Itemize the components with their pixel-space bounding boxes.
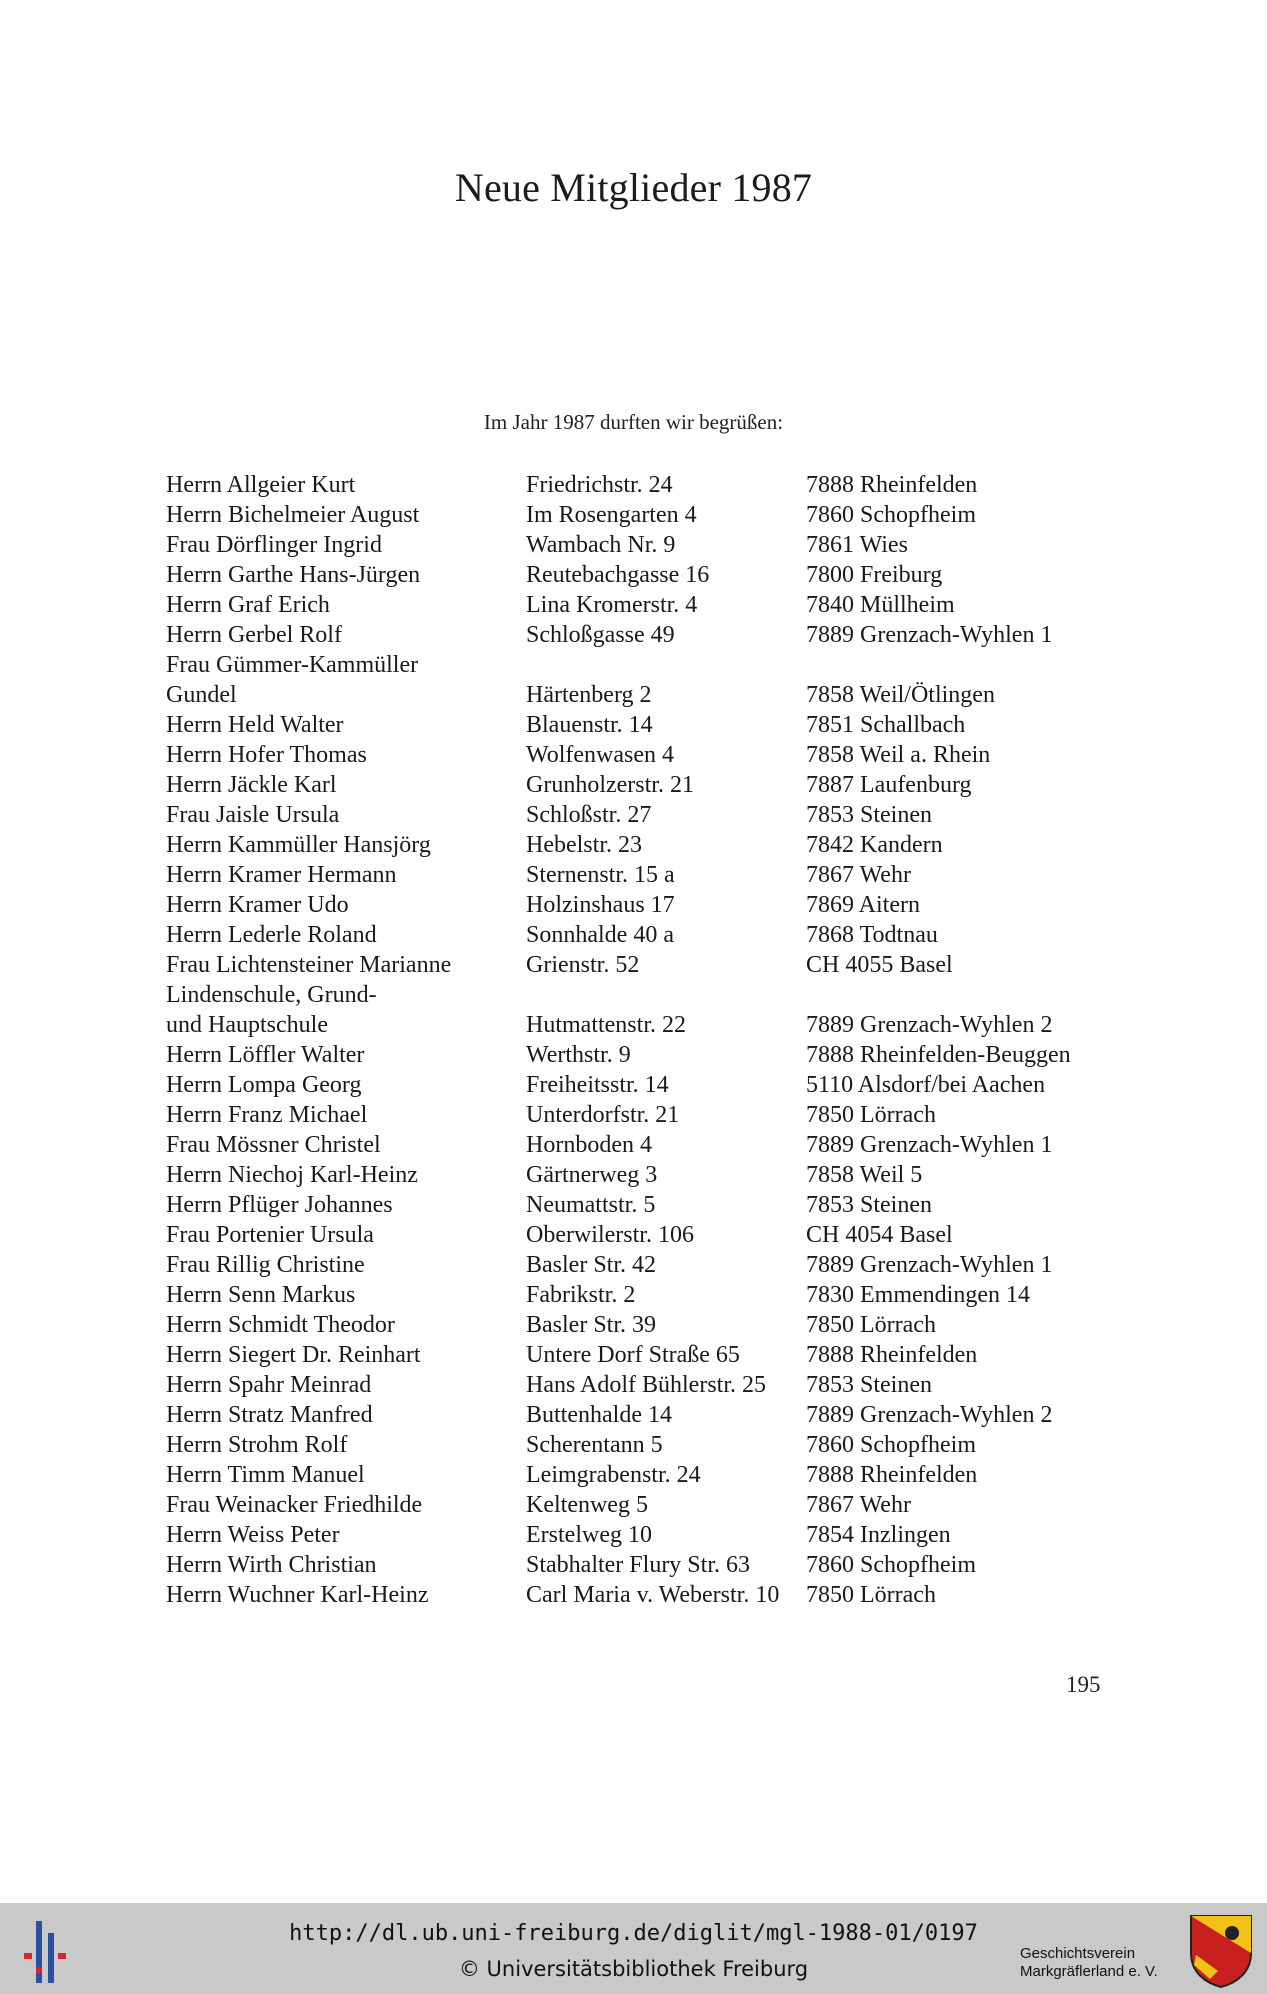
member-city: 7888 Rheinfelden — [806, 1462, 978, 1488]
member-row — [166, 1490, 1126, 1520]
member-row — [166, 800, 1126, 830]
member-row — [166, 710, 1126, 740]
member-row — [166, 740, 1126, 770]
member-row — [166, 1580, 1126, 1610]
member-street: Buttenhalde 14 — [526, 1402, 672, 1428]
member-name: Gundel — [166, 682, 237, 708]
member-street: Härtenberg 2 — [526, 682, 652, 708]
member-row — [166, 770, 1126, 800]
member-city: 7853 Steinen — [806, 802, 932, 828]
member-street: Grienstr. 52 — [526, 952, 640, 978]
coat-of-arms-icon — [1188, 1913, 1254, 1989]
member-street: Schloßstr. 27 — [526, 802, 652, 828]
member-row — [166, 920, 1126, 950]
member-street: Freiheitsstr. 14 — [526, 1072, 669, 1098]
member-street: Wolfenwasen 4 — [526, 742, 675, 768]
member-street: Lina Kromerstr. 4 — [526, 592, 698, 618]
member-name: Herrn Strohm Rolf — [166, 1432, 348, 1458]
member-row — [166, 530, 1126, 560]
member-row — [166, 1460, 1126, 1490]
member-street: Grunholzerstr. 21 — [526, 772, 694, 798]
member-city: 7860 Schopfheim — [806, 1552, 976, 1578]
member-street: Untere Dorf Straße 65 — [526, 1342, 740, 1368]
member-street: Schloßgasse 49 — [526, 622, 675, 648]
member-street: Basler Str. 42 — [526, 1252, 656, 1278]
member-name: Herrn Lederle Roland — [166, 922, 377, 948]
member-street: Reutebachgasse 16 — [526, 562, 710, 588]
member-row — [166, 1370, 1126, 1400]
member-city: 7889 Grenzach-Wyhlen 2 — [806, 1012, 1053, 1038]
member-name: Herrn Senn Markus — [166, 1282, 356, 1308]
member-street: Hutmattenstr. 22 — [526, 1012, 686, 1038]
member-name: Herrn Wirth Christian — [166, 1552, 377, 1578]
member-name: Herrn Siegert Dr. Reinhart — [166, 1342, 421, 1368]
member-name: Frau Portenier Ursula — [166, 1222, 374, 1248]
page-number: 195 — [1066, 1672, 1101, 1697]
member-row — [166, 620, 1126, 650]
member-city: 7842 Kandern — [806, 832, 943, 858]
member-row — [166, 1130, 1126, 1160]
member-city: 7850 Lörrach — [806, 1312, 936, 1338]
member-row — [166, 1250, 1126, 1280]
member-city: 7889 Grenzach-Wyhlen 1 — [806, 1132, 1053, 1158]
member-street: Erstelweg 10 — [526, 1522, 652, 1548]
intro-text: Im Jahr 1987 durften wir begrüßen: — [483, 410, 784, 434]
member-row — [166, 1070, 1126, 1100]
member-name: Herrn Bichelmeier August — [166, 502, 420, 528]
member-name: Herrn Franz Michael — [166, 1102, 368, 1128]
member-row — [166, 500, 1126, 530]
member-city: CH 4055 Basel — [806, 952, 953, 978]
member-row — [166, 1160, 1126, 1190]
member-city: 7850 Lörrach — [806, 1102, 936, 1128]
member-city: 7858 Weil 5 — [806, 1162, 923, 1188]
member-row — [166, 1280, 1126, 1310]
member-city: 7867 Wehr — [806, 862, 911, 888]
member-name: Herrn Timm Manuel — [166, 1462, 365, 1488]
member-row — [166, 590, 1126, 620]
member-city: CH 4054 Basel — [806, 1222, 953, 1248]
member-name: Lindenschule, Grund- — [166, 982, 377, 1008]
member-street: Leimgrabenstr. 24 — [526, 1462, 701, 1488]
member-name: Frau Gümmer-Kammüller — [166, 652, 419, 678]
member-street: Blauenstr. 14 — [526, 712, 653, 738]
member-name: Herrn Jäckle Karl — [166, 772, 337, 798]
member-row — [166, 980, 1126, 1010]
org-name-line1: Geschichtsverein — [1020, 1945, 1136, 1962]
member-city: 7889 Grenzach-Wyhlen 1 — [806, 1252, 1053, 1278]
member-name: Herrn Wuchner Karl-Heinz — [166, 1582, 429, 1608]
member-row — [166, 1400, 1126, 1430]
member-street: Neumattstr. 5 — [526, 1192, 656, 1218]
member-row — [166, 560, 1126, 590]
member-name: Frau Jaisle Ursula — [166, 802, 340, 828]
member-city: 7867 Wehr — [806, 1492, 911, 1518]
member-city: 7851 Schallbach — [806, 712, 966, 738]
member-name: Herrn Allgeier Kurt — [166, 472, 356, 498]
member-city: 7889 Grenzach-Wyhlen 2 — [806, 1402, 1053, 1428]
member-street: Im Rosengarten 4 — [526, 502, 697, 528]
member-city: 7888 Rheinfelden-Beuggen — [806, 1042, 1071, 1068]
member-row — [166, 860, 1126, 890]
member-name: Herrn Pflüger Johannes — [166, 1192, 393, 1218]
member-street: Wambach Nr. 9 — [526, 532, 676, 558]
member-row — [166, 890, 1126, 920]
member-name: Herrn Kramer Hermann — [166, 862, 397, 888]
member-name: Frau Weinacker Friedhilde — [166, 1492, 423, 1518]
member-city: 7888 Rheinfelden — [806, 472, 978, 498]
member-name: Herrn Held Walter — [166, 712, 344, 738]
member-city: 7889 Grenzach-Wyhlen 1 — [806, 622, 1053, 648]
member-street: Carl Maria v. Weberstr. 10 — [526, 1582, 780, 1608]
member-row — [166, 470, 1126, 500]
member-row — [166, 830, 1126, 860]
member-city: 7853 Steinen — [806, 1372, 932, 1398]
member-row — [166, 1430, 1126, 1460]
member-row — [166, 1010, 1126, 1040]
member-name: Herrn Garthe Hans-Jürgen — [166, 562, 421, 588]
member-street: Oberwilerstr. 106 — [526, 1222, 694, 1248]
member-row — [166, 1310, 1126, 1340]
member-street: Sonnhalde 40 a — [526, 922, 674, 948]
member-city: 7861 Wies — [806, 532, 908, 558]
member-row — [166, 680, 1126, 710]
member-city: 7869 Aitern — [806, 892, 920, 918]
member-street: Unterdorfstr. 21 — [526, 1102, 680, 1128]
member-row — [166, 1040, 1126, 1070]
member-street: Sternenstr. 15 a — [526, 862, 675, 888]
org-name — [1020, 1945, 1158, 1981]
member-name: und Hauptschule — [166, 1012, 328, 1038]
member-city: 7860 Schopfheim — [806, 1432, 976, 1458]
member-city: 7853 Steinen — [806, 1192, 932, 1218]
member-street: Werthstr. 9 — [526, 1042, 631, 1068]
member-name: Frau Rillig Christine — [166, 1252, 365, 1278]
member-street: Hebelstr. 23 — [526, 832, 642, 858]
member-street: Hans Adolf Bühlerstr. 25 — [526, 1372, 766, 1398]
member-name: Herrn Hofer Thomas — [166, 742, 367, 768]
member-row — [166, 1100, 1126, 1130]
member-city: 5110 Alsdorf/bei Aachen — [806, 1072, 1046, 1098]
member-name: Frau Mössner Christel — [166, 1132, 381, 1158]
member-street: Basler Str. 39 — [526, 1312, 656, 1338]
member-city: 7854 Inzlingen — [806, 1522, 951, 1548]
member-name: Herrn Kammüller Hansjörg — [166, 832, 431, 858]
member-name: Herrn Graf Erich — [166, 592, 330, 618]
document-url-link[interactable]: http://dl.ub.uni-freiburg.de/diglit/mgl-1988-01/0197 — [289, 1921, 978, 1946]
member-row — [166, 1190, 1126, 1220]
member-row — [166, 1220, 1126, 1250]
member-row — [166, 950, 1126, 980]
member-city: 7830 Emmendingen 14 — [806, 1282, 1030, 1308]
page-title: Neue Mitglieder 1987 — [454, 165, 813, 210]
member-name: Herrn Spahr Meinrad — [166, 1372, 372, 1398]
member-name: Herrn Niechoj Karl-Heinz — [166, 1162, 418, 1188]
member-name: Herrn Schmidt Theodor — [166, 1312, 395, 1338]
member-city: 7850 Lörrach — [806, 1582, 936, 1608]
member-row — [166, 1520, 1126, 1550]
member-street: Fabrikstr. 2 — [526, 1282, 636, 1308]
member-city: 7800 Freiburg — [806, 562, 943, 588]
member-city: 7860 Schopfheim — [806, 502, 976, 528]
member-name: Herrn Stratz Manfred — [166, 1402, 373, 1428]
copyright-text: © Universitätsbibliothek Freiburg — [458, 1957, 809, 1981]
member-name: Herrn Löffler Walter — [166, 1042, 365, 1068]
member-street: Gärtnerweg 3 — [526, 1162, 658, 1188]
org-name-line2: Markgräflerland e. V. — [1020, 1963, 1158, 1980]
member-name: Herrn Kramer Udo — [166, 892, 349, 918]
member-name: Frau Lichtensteiner Marianne — [166, 952, 452, 978]
member-city: 7868 Todtnau — [806, 922, 938, 948]
member-city: 7858 Weil/Ötlingen — [806, 682, 995, 708]
member-street: Friedrichstr. 24 — [526, 472, 673, 498]
member-row — [166, 1550, 1126, 1580]
member-name: Herrn Lompa Georg — [166, 1072, 362, 1098]
member-city: 7887 Laufenburg — [806, 772, 972, 798]
member-row — [166, 650, 1126, 680]
footer-bar — [0, 1903, 1267, 1994]
member-street: Scherentann 5 — [526, 1432, 663, 1458]
member-street: Holzinshaus 17 — [526, 892, 675, 918]
member-street: Keltenweg 5 — [526, 1492, 648, 1518]
members-list — [166, 470, 1126, 1610]
member-street: Hornboden 4 — [526, 1132, 652, 1158]
member-name: Herrn Weiss Peter — [166, 1522, 340, 1548]
member-city: 7858 Weil a. Rhein — [806, 742, 991, 768]
member-name: Frau Dörflinger Ingrid — [166, 532, 382, 558]
member-city: 7840 Müllheim — [806, 592, 955, 618]
member-row — [166, 1340, 1126, 1370]
member-city: 7888 Rheinfelden — [806, 1342, 978, 1368]
member-name: Herrn Gerbel Rolf — [166, 622, 342, 648]
member-street: Stabhalter Flury Str. 63 — [526, 1552, 750, 1578]
